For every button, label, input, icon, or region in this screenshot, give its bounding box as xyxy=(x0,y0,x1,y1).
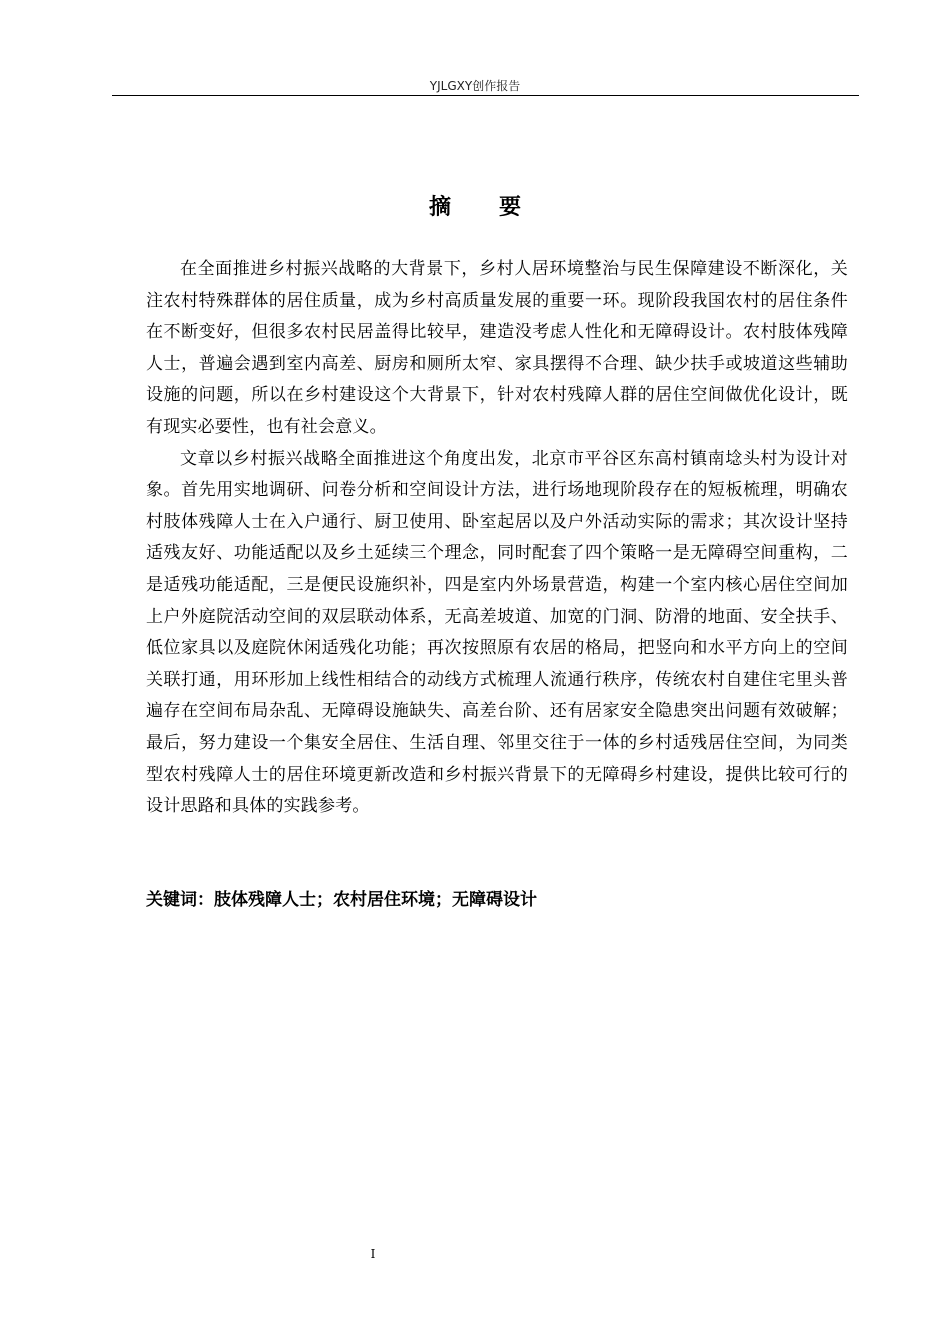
header-divider xyxy=(112,95,859,96)
abstract-body xyxy=(146,254,848,823)
abstract-title xyxy=(0,190,950,221)
abstract-title-char-1: 摘 xyxy=(428,195,451,220)
abstract-title-char-2: 要 xyxy=(499,195,522,220)
keywords-line: 关键词：肢体残障人士；农村居住环境；无障碍设计 xyxy=(146,890,537,910)
page-number: I xyxy=(370,1247,376,1261)
abstract-paragraph-1: 在全面推进乡村振兴战略的大背景下，乡村人居环境整治与民生保障建设不断深化，关注农村特殊群体的居住质量，成为乡村高质量发展的重要一环。现阶段我国农村的居住条件在不断变好，但很多农村民居盖得比较早，建造没考虑人性化和无障碍设计。农村肢体残障人士，普遍会遇到室内高差、厨房和厕所太窄、家具摆得不合理、缺少扶手或坡道这些辅助设施的问题，所以在乡村建设这个大背景下，针对农村残障人群的居住空间做优化设计，既有现实必要性，也有社会意义。 xyxy=(146,259,848,437)
abstract-paragraph-2: 文章以乡村振兴战略全面推进这个角度出发，北京市平谷区东高村镇南埝头村为设计对象。首先用实地调研、问卷分析和空间设计方法，进行场地现阶段存在的短板梳理，明确农村肢体残障人士在入户通行、厨卫使用、卧室起居以及户外活动实际的需求；其次设计坚持适残友好、功能适配以及乡土延续三个理念，同时配套了四个策略一是无障碍空间重构，二是适残功能适配，三是便民设施织补，四是室内外场景营造，构建一个室内核心居住空间加上户外庭院活动空间的双层联动体系，无高差坡道、加宽的门洞、防滑的地面、安全扶手、低位家具以及庭院休闲适残化功能；再次按照原有农居的格局，把竖向和水平方向上的空间关联打通，用环形加上线性相结合的动线方式梳理人流通行秩序，传统农村自建住宅里头普遍存在空间布局杂乱、无障碍设施缺失、高差台阶、还有居家安全隐患突出问题有效破解；最后，努力建设一个集安全居住、生活自理、邻里交往于一体的乡村适残居住空间，为同类型农村残障人士的居住环境更新改造和乡村振兴背景下的无障碍乡村建设，提供比较可行的设计思路和具体的实践参考。 xyxy=(146,448,848,817)
running-header: YJLGXY创作报告 xyxy=(429,79,521,93)
